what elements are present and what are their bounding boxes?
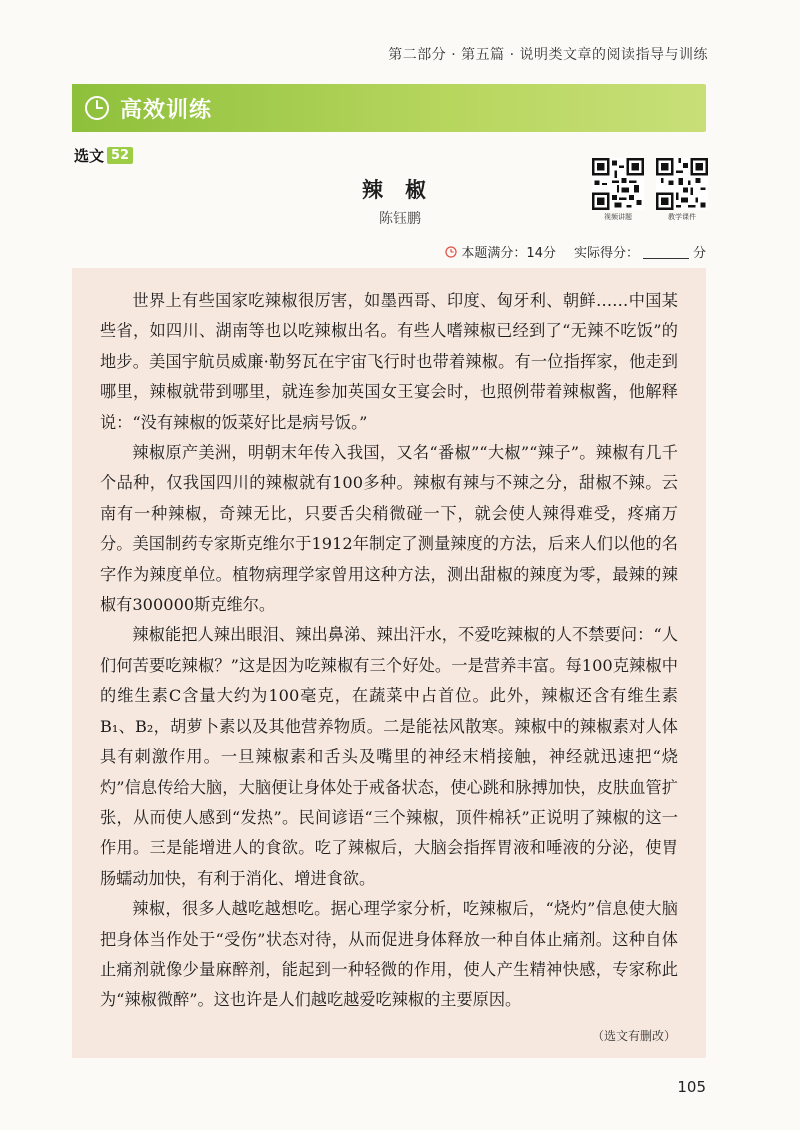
- qr-code-icon: [592, 158, 644, 210]
- clock-icon: [84, 95, 110, 121]
- section-banner: [72, 84, 706, 132]
- article-paragraph-2: 辣椒原产美洲，明朝末年传入我国，又名“番椒”“大椒”“辣子”。辣椒有几千个品种，仅我国四川的辣椒就有100多种。辣椒有辣与不辣之分，甜椒不辣。云南有一种辣椒，奇辣无比，只要舌尖稍微碰一下，就会使人辣得难受，疼痛万分。美国制药专家斯克维尔于1912年制定了测量辣度的方法，后来人们以他的名字作为辣度单位。植物病理学家曾用这种方法，测出甜椒的辣度为零，最辣的辣椒有300000斯克维尔。: [100, 443, 678, 615]
- actual-score-blank[interactable]: [643, 244, 689, 259]
- qr-label: 教学课件: [668, 213, 696, 221]
- article-title: 辣椒: [362, 177, 448, 202]
- selection-number-badge: 52: [107, 147, 133, 164]
- section-title: 高效训练: [120, 97, 213, 123]
- score-unit: 分: [692, 246, 706, 261]
- article-body: [72, 268, 706, 1058]
- page-number: 105: [677, 1078, 706, 1096]
- source-note: （选文有删改）: [591, 1029, 676, 1043]
- page-breadcrumb: 第二部分 · 第五篇 · 说明类文章的阅读指导与训练: [388, 47, 708, 63]
- qr-code-courseware[interactable]: [656, 158, 708, 222]
- article-paragraph-1: 世界上有些国家吃辣椒很厉害，如墨西哥、印度、匈牙利、朝鲜……中国某些省，如四川、湖南等也以吃辣椒出名。有些人嗜辣椒已经到了“无辣不吃饭”的地步。美国宇航员威廉·勒努瓦在宇宙飞行时也带着辣椒。有一位指挥家，他走到哪里，辣椒就带到哪里，就连参加英国女王宴会时，也照例带着辣椒酱，他解释说：“没有辣椒的饭菜好比是病号饭。”: [100, 291, 678, 432]
- article-paragraph-4: 辣椒，很多人越吃越想吃。据心理学家分析，吃辣椒后，“烧灼”信息使大脑把身体当作处于“受伤”状态对待，从而促进身体释放一种自体止痛剂。这种自体止痛剂就像少量麻醉剂，能起到一种轻微的作用，使人产生精神快感，专家称此为“辣椒微醉”。这也许是人们越吃越爱吃辣椒的主要原因。: [100, 899, 678, 1010]
- clock-icon: [445, 246, 457, 258]
- qr-code-group: [592, 158, 708, 222]
- qr-code-video[interactable]: [592, 158, 644, 222]
- qr-label: 视频讲题: [604, 213, 632, 221]
- qr-code-icon: [656, 158, 708, 210]
- selection-label: [74, 145, 133, 166]
- actual-score-label: 实际得分：: [573, 246, 639, 261]
- score-line: [445, 242, 706, 261]
- selection-text: 选文: [74, 147, 105, 165]
- article-paragraph-3: 辣椒能把人辣出眼泪、辣出鼻涕、辣出汗水，不爱吃辣椒的人不禁要问：“人们何苦要吃辣椒？”这是因为吃辣椒有三个好处。一是营养丰富。每100克辣椒中的维生素C含量大约为100毫克，在蔬菜中占首位。此外，辣椒还含有维生素B₁、B₂，胡萝卜素以及其他营养物质。二是能祛风散寒。辣椒中的辣椒素对人体具有刺激作用。一旦辣椒素和舌头及嘴里的神经末梢接触，神经就迅速把“烧灼”信息传给大脑，大脑便让身体处于戒备状态，使心跳和脉搏加快，皮肤血管扩张，从而使人感到“发热”。民间谚语“三个辣椒，顶件棉袄”正说明了辣椒的这一作用。三是能增进人的食欲。吃了辣椒后，大脑会指挥胃液和唾液的分泌，使胃肠蠕动加快，有利于消化、增进食欲。: [100, 625, 678, 888]
- article-author: 陈钰鹏: [379, 211, 421, 227]
- full-score-text: 本题满分：14分: [461, 246, 556, 261]
